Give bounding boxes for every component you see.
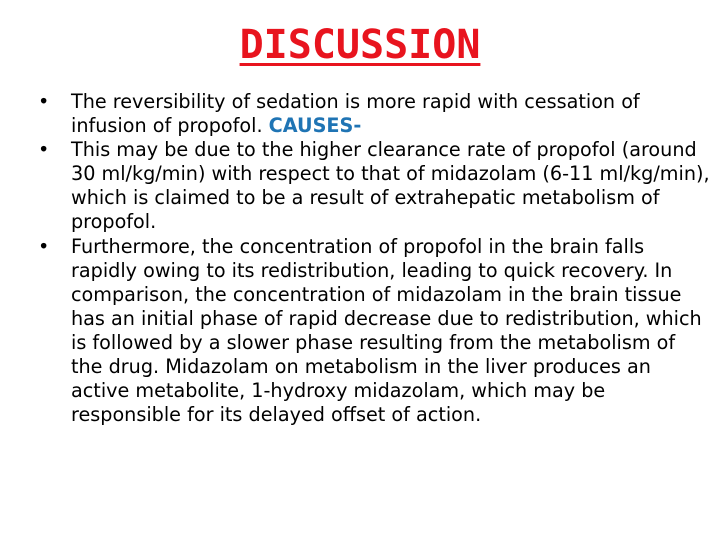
bullet-text: This may be due to the higher clearance rate of propofol (around 30 ml/kg/min) with respect to that of midazolam (6-11 ml/kg/min), which is claimed to be a result of extrahepatic metabolism of propofol. (71, 138, 710, 234)
bullet-item (38, 235, 710, 428)
slide-title: DISCUSSION (239, 22, 481, 68)
bullet-dot-icon: • (38, 90, 50, 113)
bullet-accent-text: CAUSES- (268, 114, 362, 138)
bullet-list (38, 90, 710, 427)
bullet-text: The reversibility of sedation is more rapid with cessation of infusion of propofol. (71, 90, 640, 138)
bullet-dot-icon: • (38, 138, 50, 162)
bullet-item (38, 90, 710, 138)
bullet-dot-icon: • (38, 234, 50, 258)
bullet-text: Furthermore, the concentration of propofol in the brain falls rapidly owing to its redistribution, leading to quick recovery. In comparison, the concentration of midazolam in the brain tissue has an initial phase of rapid decrease due to redistribution, which is followed by a slower phase resulting from the metabolism of the drug. Midazolam on metabolism in the liver produces an active metabolite, 1-hydroxy midazolam, which may be responsible for its delayed offset of action. (71, 234, 702, 427)
bullet-item (38, 138, 710, 234)
